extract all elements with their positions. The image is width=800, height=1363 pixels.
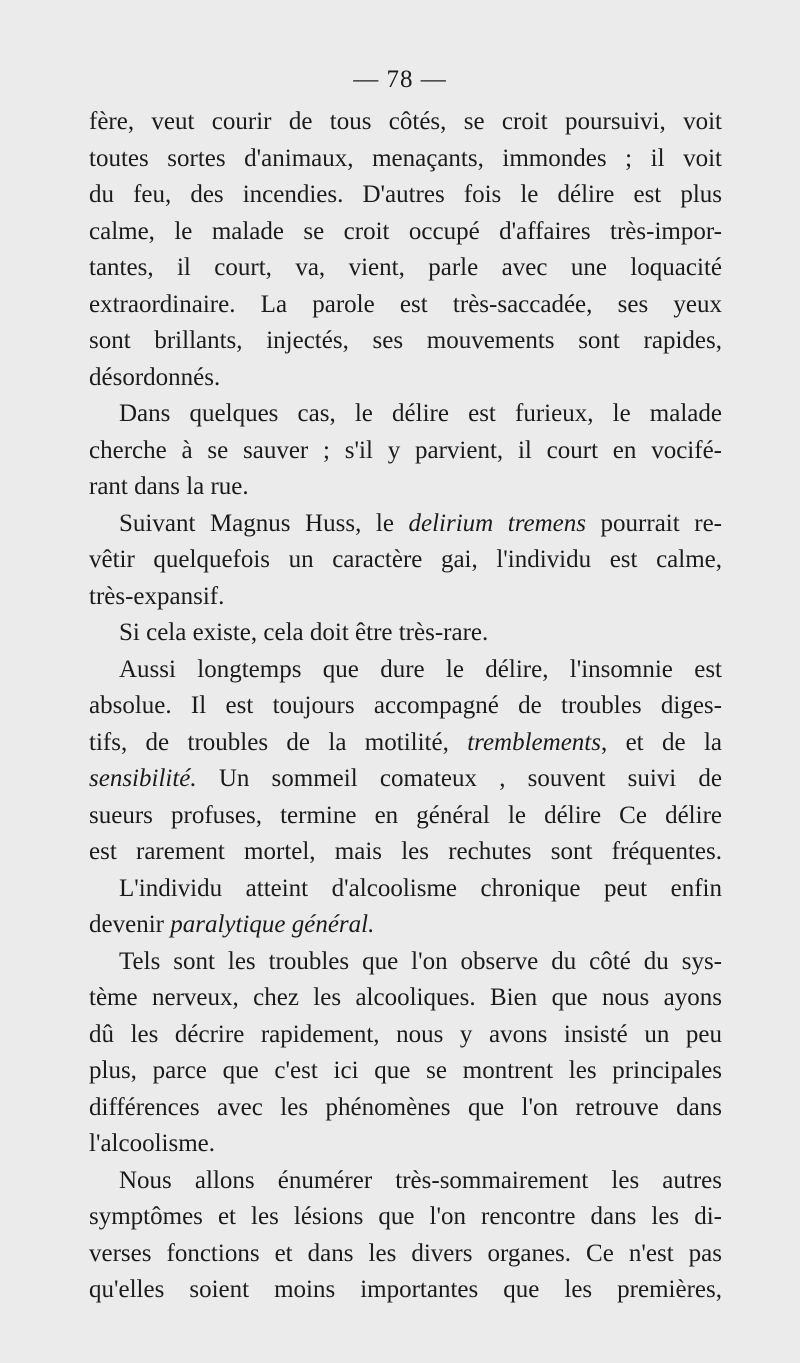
text-line — [89, 542, 722, 579]
text-line — [89, 688, 722, 725]
text-line — [89, 1236, 722, 1273]
text-segment: qu'elles soient moins importantes que les premières, — [89, 1276, 722, 1303]
text-segment: extraordinaire. La parole est très-saccadée, ses yeux — [89, 290, 722, 318]
text-segment: l'alcoolisme. — [89, 1130, 216, 1157]
text-segment: dû les décrire rapidement, nous y avons insisté un peu — [89, 1020, 722, 1048]
text-line — [119, 396, 722, 433]
text-line — [89, 579, 722, 616]
text-line — [89, 177, 722, 214]
text-segment: Un sommeil comateux , souvent suivi de — [196, 765, 722, 792]
text-segment: devenir — [89, 911, 171, 938]
italic-text: sensibilité. — [89, 765, 197, 792]
text-segment: toutes sortes d'animaux, menaçants, immondes ; il voit — [89, 144, 722, 172]
text-line — [89, 104, 722, 141]
text-segment: est rarement mortel, mais les rechutes sont fréquentes. — [89, 838, 722, 865]
text-line — [89, 360, 722, 397]
text-segment: verses fonctions et dans les divers organes. Ce n'est pas — [89, 1239, 722, 1267]
text-segment: du feu, des incendies. D'autres fois le délire est plus — [89, 181, 722, 208]
text-segment: désordonnés. — [89, 363, 221, 391]
text-line — [119, 871, 722, 908]
text-segment: calme, le malade se croit occupé d'affaires très-impor- — [89, 217, 722, 245]
body-text — [0, 104, 800, 1304]
text-segment: plus, parce que c'est ici que se montrent les principales — [89, 1057, 722, 1084]
text-segment: , et de la — [600, 728, 722, 756]
text-line — [89, 1053, 722, 1090]
text-line — [89, 287, 722, 324]
text-line — [89, 250, 722, 287]
text-line — [119, 1163, 722, 1200]
text-segment: tème nerveux, chez les alcooliques. Bien que nous ayons — [89, 984, 722, 1011]
text-line — [89, 214, 722, 251]
text-line — [89, 907, 722, 944]
text-segment: sont brillants, injectés, ses mouvements sont rapides, — [89, 327, 722, 354]
text-segment: absolue. Il est toujours accompagné de troubles diges- — [89, 692, 722, 719]
text-line — [89, 141, 722, 178]
text-line — [89, 1199, 722, 1236]
text-segment: fère, veut courir de tous côtés, se croit poursuivi, voit — [89, 108, 722, 135]
text-segment: Dans quelques cas, le délire est furieux, le malade — [119, 400, 722, 427]
text-segment: différences avec les phénomènes que l'on retrouve dans — [89, 1093, 722, 1121]
text-line — [89, 980, 722, 1017]
text-segment: Aussi longtemps que dure le délire, l'insomnie est — [119, 655, 722, 683]
text-segment: tantes, il court, va, vient, parle avec une loquacité — [89, 254, 722, 281]
text-line — [89, 469, 722, 506]
italic-text: paralytique général. — [170, 911, 375, 938]
text-line — [89, 725, 722, 762]
text-segment: Tels sont les troubles que l'on observe du côté du sys- — [119, 947, 722, 975]
text-segment: pourrait re- — [585, 509, 722, 537]
text-line — [89, 1272, 722, 1309]
text-segment: très-expansif. — [89, 582, 225, 610]
text-segment: rant dans la rue. — [89, 473, 249, 500]
text-segment: symptômes et les lésions que l'on rencontre dans les di- — [89, 1203, 722, 1230]
text-line — [119, 615, 722, 652]
italic-text: delirium tremens — [408, 509, 586, 537]
text-line — [89, 323, 722, 360]
text-line — [119, 944, 722, 981]
text-line — [89, 761, 722, 798]
text-line — [119, 506, 722, 543]
text-segment: Si cela existe, cela doit être très-rare. — [119, 619, 489, 646]
text-segment: cherche à se sauver ; s'il y parvient, il court en vocifé- — [89, 436, 722, 464]
text-segment: Nous allons énumérer très-sommairement les autres — [119, 1166, 722, 1194]
text-segment: Suivant Magnus Huss, le — [119, 509, 409, 537]
page-number: — 78 — — [353, 66, 447, 93]
text-segment: vêtir quelquefois un caractère gai, l'individu est calme, — [89, 546, 722, 573]
text-line — [89, 433, 722, 470]
text-line — [89, 1017, 722, 1054]
text-line — [119, 652, 722, 689]
text-segment: L'individu atteint d'alcoolisme chronique peut enfin — [119, 874, 722, 902]
text-segment: tifs, de troubles de la motilité, — [89, 728, 468, 756]
italic-text: tremblements — [467, 728, 601, 756]
text-line — [89, 798, 722, 835]
text-line — [89, 834, 722, 871]
text-line — [89, 1090, 722, 1127]
text-segment: sueurs profuses, termine en général le délire Ce délire — [89, 801, 722, 829]
text-line — [89, 1126, 722, 1163]
